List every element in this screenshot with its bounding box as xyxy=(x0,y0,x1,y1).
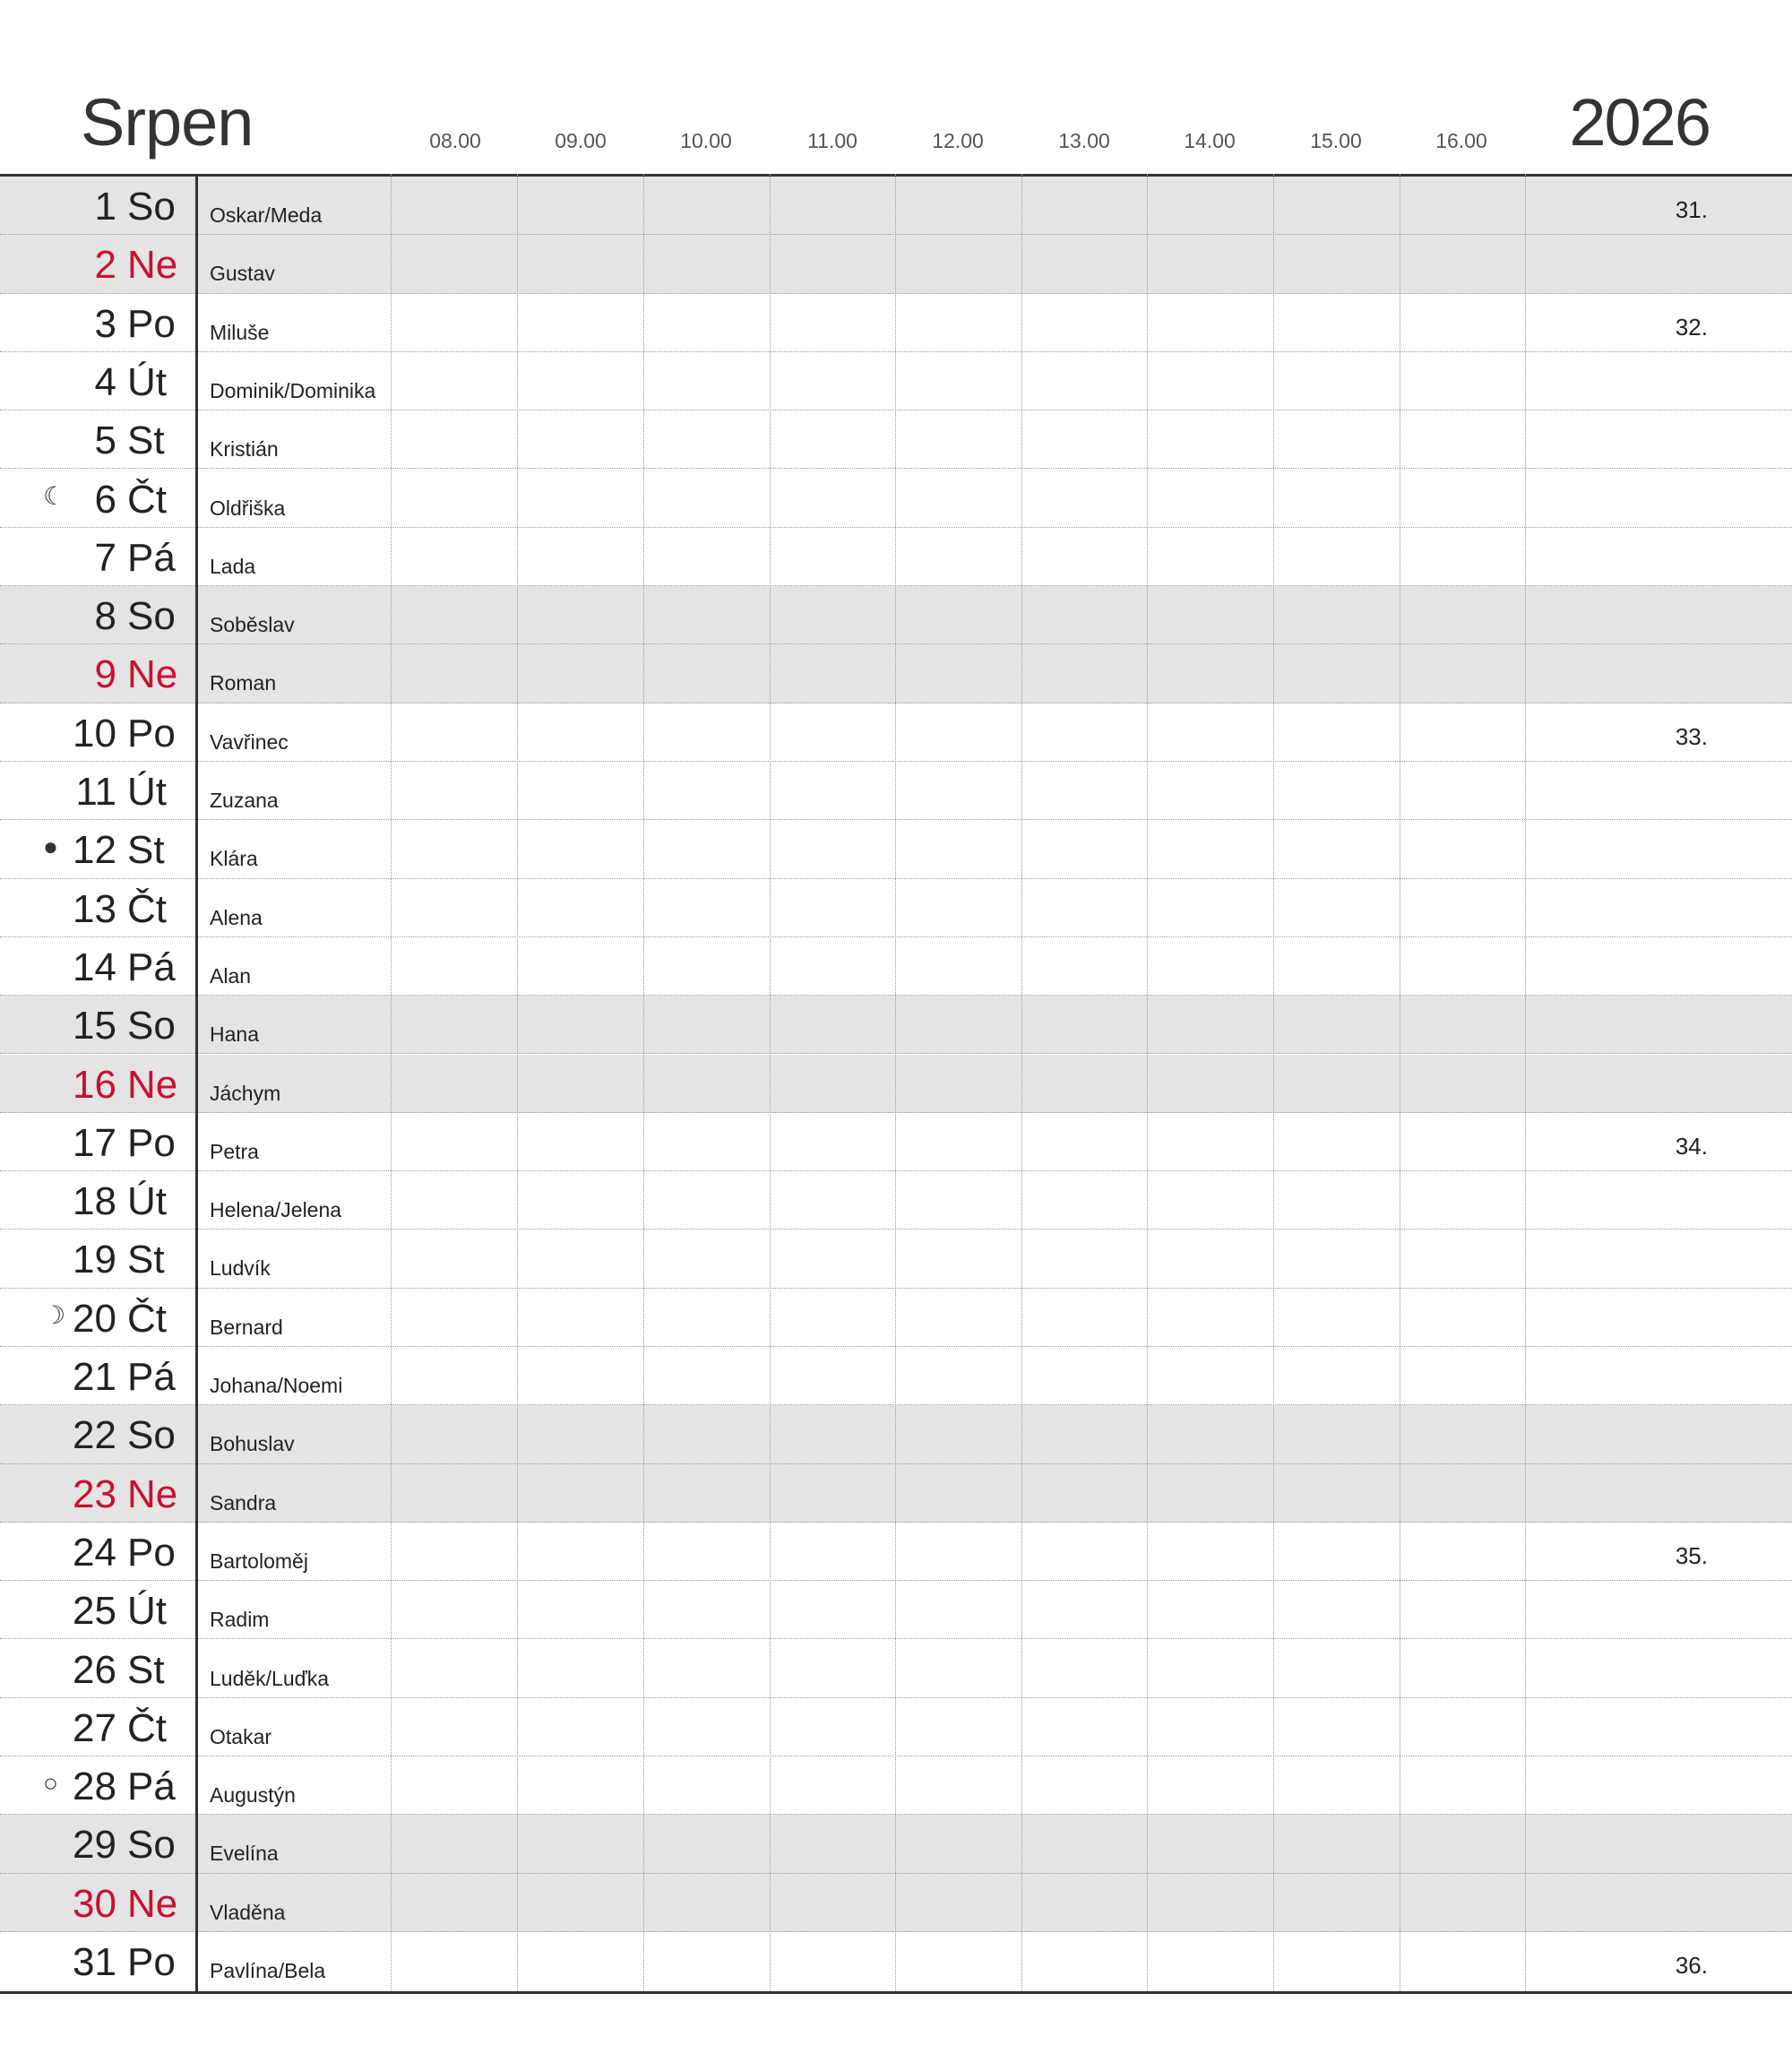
name-day: Miluše xyxy=(210,320,270,344)
day-of-week: So xyxy=(127,594,176,639)
day-cell xyxy=(0,996,195,1053)
day-of-week: Ne xyxy=(127,1062,178,1107)
hour-label: 08.00 xyxy=(429,129,481,152)
day-cell xyxy=(0,1581,195,1638)
day-label xyxy=(95,186,183,229)
week-number: 31. xyxy=(1675,196,1708,223)
day-number: 29 xyxy=(73,1823,116,1868)
day-row[interactable] xyxy=(0,1698,1792,1756)
day-row[interactable] xyxy=(0,1230,1792,1288)
day-of-week: St xyxy=(127,1238,165,1282)
day-row[interactable] xyxy=(0,820,1792,878)
day-of-week: Ne xyxy=(127,652,178,697)
day-number: 15 xyxy=(73,1004,116,1048)
day-cell xyxy=(0,1405,195,1463)
name-day: Sandra xyxy=(210,1490,277,1514)
day-row[interactable] xyxy=(0,1171,1792,1230)
day-label xyxy=(95,595,183,638)
day-row[interactable] xyxy=(0,937,1792,996)
day-label xyxy=(95,303,183,346)
day-of-week: Pá xyxy=(127,945,176,989)
moon-phase-icon: ● xyxy=(43,833,58,861)
day-label xyxy=(95,419,183,462)
day-number: 31 xyxy=(73,1940,116,1984)
week-number: 34. xyxy=(1675,1132,1708,1160)
hour-label: 14.00 xyxy=(1184,129,1236,152)
name-day: Oskar/Meda xyxy=(210,203,323,227)
day-cell xyxy=(0,644,195,702)
day-row[interactable] xyxy=(0,1289,1792,1347)
hour-column-divider xyxy=(391,174,392,1991)
day-row[interactable] xyxy=(0,1756,1792,1815)
hour-column-divider xyxy=(643,174,644,1991)
day-cell xyxy=(0,1464,195,1522)
day-of-week: Po xyxy=(127,1530,176,1575)
day-label xyxy=(73,1064,183,1107)
day-of-week: So xyxy=(127,1413,176,1458)
name-day: Bohuslav xyxy=(210,1432,295,1456)
name-day: Luděk/Luďka xyxy=(210,1666,330,1690)
day-cell xyxy=(0,410,195,468)
day-number: 11 xyxy=(75,770,116,814)
hour-label: 13.00 xyxy=(1058,129,1110,152)
name-day: Helena/Jelena xyxy=(210,1198,342,1222)
day-label xyxy=(73,1122,183,1165)
name-day: Alena xyxy=(210,905,263,929)
day-number: 2 xyxy=(94,243,116,288)
day-row[interactable] xyxy=(0,644,1792,703)
name-day: Gustav xyxy=(210,262,275,286)
day-number: 1 xyxy=(94,185,116,229)
day-cell xyxy=(0,586,195,643)
day-label xyxy=(75,771,183,814)
day-row[interactable] xyxy=(0,1055,1792,1113)
day-cell xyxy=(0,1756,195,1814)
day-label xyxy=(95,653,183,696)
day-row[interactable] xyxy=(0,1523,1792,1581)
day-label xyxy=(73,1590,183,1633)
day-number: 28 xyxy=(73,1765,116,1809)
day-row[interactable] xyxy=(0,1581,1792,1639)
name-day: Hana xyxy=(210,1023,259,1047)
name-day: Bernard xyxy=(210,1315,283,1339)
hour-column-divider xyxy=(1273,174,1274,1991)
day-cell xyxy=(0,470,195,527)
day-number: 18 xyxy=(73,1179,116,1224)
day-cell xyxy=(0,1874,195,1931)
day-label xyxy=(73,1532,183,1575)
day-number: 16 xyxy=(73,1062,116,1107)
day-number: 26 xyxy=(73,1647,116,1692)
day-of-week: Út xyxy=(127,1589,167,1634)
name-day: Ludvík xyxy=(210,1256,271,1281)
day-of-week: So xyxy=(127,185,176,229)
name-day: Jáchym xyxy=(210,1081,281,1105)
day-cell xyxy=(0,1055,195,1112)
day-of-week: Po xyxy=(127,1940,176,1984)
day-label xyxy=(95,361,183,404)
day-row[interactable] xyxy=(0,294,1792,352)
moon-phase-icon: ☽ xyxy=(43,1300,66,1329)
hour-label: 10.00 xyxy=(680,129,732,152)
day-of-week: St xyxy=(127,419,165,463)
day-row[interactable] xyxy=(0,1113,1792,1171)
name-day: Bartoloměj xyxy=(210,1549,308,1573)
day-cell xyxy=(0,1523,195,1580)
day-number: 19 xyxy=(73,1238,116,1282)
day-number: 3 xyxy=(94,301,116,346)
name-day: Johana/Noemi xyxy=(210,1374,343,1397)
name-day: Vladěna xyxy=(210,1900,286,1924)
day-label xyxy=(73,1005,183,1048)
day-label xyxy=(73,1883,183,1926)
day-cell xyxy=(0,528,195,585)
day-cell xyxy=(0,294,195,351)
day-number: 4 xyxy=(94,359,116,404)
hour-column-divider xyxy=(1021,174,1022,1991)
name-day: Zuzana xyxy=(210,789,279,812)
week-number: 36. xyxy=(1675,1952,1708,1979)
day-of-week: Ne xyxy=(127,1471,178,1516)
day-number: 30 xyxy=(73,1881,116,1926)
day-row[interactable] xyxy=(0,235,1792,293)
day-of-week: Ne xyxy=(127,243,178,288)
day-label xyxy=(73,712,183,755)
day-row[interactable] xyxy=(0,1640,1792,1698)
day-label xyxy=(95,479,183,522)
day-label xyxy=(73,1180,183,1223)
day-cell xyxy=(0,352,195,410)
name-day: Radim xyxy=(210,1608,270,1632)
day-number: 14 xyxy=(73,945,116,989)
day-cell xyxy=(0,1347,195,1404)
day-row[interactable] xyxy=(0,1874,1792,1932)
day-of-week: St xyxy=(127,1647,165,1692)
name-day: Alan xyxy=(210,963,252,988)
day-label xyxy=(73,1824,183,1867)
day-of-week: Po xyxy=(127,711,176,755)
day-row[interactable] xyxy=(0,996,1792,1054)
name-day: Dominik/Dominika xyxy=(210,378,376,402)
hour-column-divider xyxy=(517,174,518,1991)
day-number: 8 xyxy=(94,594,116,639)
name-day: Kristián xyxy=(210,437,279,462)
name-day: Klára xyxy=(210,847,258,871)
hour-label: 12.00 xyxy=(932,129,984,152)
day-of-week: Út xyxy=(127,359,167,404)
day-row[interactable] xyxy=(0,1464,1792,1523)
day-cell xyxy=(0,1113,195,1170)
day-of-week: Čt xyxy=(127,1705,167,1750)
day-of-week: Čt xyxy=(127,886,167,931)
day-number: 12 xyxy=(73,828,116,873)
day-cell xyxy=(0,1230,195,1287)
day-of-week: Pá xyxy=(127,1355,176,1399)
day-number: 5 xyxy=(94,419,116,463)
day-row[interactable] xyxy=(0,1405,1792,1463)
day-of-week: Po xyxy=(127,301,176,346)
name-day: Oldřiška xyxy=(210,496,286,520)
day-label xyxy=(73,1238,183,1281)
day-of-week: Čt xyxy=(127,1296,167,1341)
day-of-week: Út xyxy=(127,770,167,814)
day-label xyxy=(73,1414,183,1457)
day-label xyxy=(95,537,183,580)
day-row[interactable] xyxy=(0,879,1792,937)
hour-column-divider xyxy=(1147,174,1148,1991)
day-rows xyxy=(0,174,1792,1994)
day-number: 6 xyxy=(94,477,116,522)
day-label xyxy=(73,829,183,872)
name-day: Soběslav xyxy=(210,613,295,637)
day-cell xyxy=(0,235,195,292)
day-of-week: So xyxy=(127,1004,176,1048)
day-cell xyxy=(0,762,195,819)
day-row[interactable] xyxy=(0,703,1792,762)
day-label xyxy=(73,888,183,931)
day-row[interactable] xyxy=(0,1347,1792,1405)
name-day: Evelína xyxy=(210,1842,279,1866)
day-of-week: Pá xyxy=(127,1765,176,1809)
hour-column-divider xyxy=(770,174,771,1991)
day-of-week: Út xyxy=(127,1179,167,1224)
day-row[interactable] xyxy=(0,1815,1792,1873)
day-number: 9 xyxy=(94,652,116,697)
day-column-divider xyxy=(195,174,198,1991)
day-label xyxy=(73,1649,183,1692)
day-cell xyxy=(0,937,195,995)
name-day: Augustýn xyxy=(210,1783,296,1808)
day-cell xyxy=(0,1289,195,1346)
day-number: 20 xyxy=(73,1296,116,1341)
day-number: 10 xyxy=(73,711,116,755)
year-title: 2026 xyxy=(1569,85,1710,160)
day-row[interactable] xyxy=(0,352,1792,410)
name-day: Roman xyxy=(210,671,277,695)
day-label xyxy=(73,1765,183,1808)
day-number: 23 xyxy=(73,1471,116,1516)
day-number: 7 xyxy=(94,535,116,580)
week-number: 35. xyxy=(1675,1541,1708,1569)
day-row[interactable] xyxy=(0,410,1792,469)
day-number: 17 xyxy=(73,1120,116,1165)
name-day: Otakar xyxy=(210,1724,272,1748)
moon-phase-icon: ☾ xyxy=(43,481,66,510)
hour-column-divider xyxy=(895,174,896,1991)
hour-label: 15.00 xyxy=(1310,129,1362,152)
day-cell xyxy=(0,703,195,761)
day-row[interactable] xyxy=(0,586,1792,644)
day-cell xyxy=(0,177,195,234)
name-day: Lada xyxy=(210,554,256,578)
day-cell xyxy=(0,1698,195,1756)
day-row[interactable] xyxy=(0,762,1792,820)
hour-label: 16.00 xyxy=(1435,129,1487,152)
day-cell xyxy=(0,820,195,877)
day-label xyxy=(95,244,183,287)
day-label xyxy=(73,1298,183,1341)
day-of-week: Ne xyxy=(127,1881,178,1926)
day-number: 25 xyxy=(73,1589,116,1634)
day-of-week: So xyxy=(127,1823,176,1868)
day-number: 27 xyxy=(73,1705,116,1750)
day-number: 22 xyxy=(73,1413,116,1458)
name-day: Vavřinec xyxy=(210,729,289,754)
day-row[interactable] xyxy=(0,177,1792,235)
day-label xyxy=(73,1707,183,1750)
name-day: Pavlína/Bela xyxy=(210,1959,326,1982)
day-cell xyxy=(0,1932,195,1990)
day-of-week: Čt xyxy=(127,477,167,522)
day-of-week: Po xyxy=(127,1120,176,1165)
day-cell xyxy=(0,1815,195,1872)
day-number: 21 xyxy=(73,1355,116,1399)
day-row[interactable] xyxy=(0,1932,1792,1990)
week-number: 33. xyxy=(1675,722,1708,750)
day-of-week: Pá xyxy=(127,535,176,580)
hour-column-divider xyxy=(1525,174,1526,1991)
moon-phase-icon: ○ xyxy=(43,1769,58,1798)
day-of-week: St xyxy=(127,828,165,873)
hour-label: 11.00 xyxy=(807,129,857,152)
day-cell xyxy=(0,1171,195,1229)
name-day: Petra xyxy=(210,1139,259,1163)
day-cell xyxy=(0,1640,195,1697)
day-cell xyxy=(0,879,195,936)
day-number: 13 xyxy=(73,886,116,931)
day-label xyxy=(73,1941,183,1984)
day-row[interactable] xyxy=(0,470,1792,528)
week-number: 32. xyxy=(1675,313,1708,341)
hour-label: 09.00 xyxy=(555,129,607,152)
day-label xyxy=(73,1473,183,1516)
month-title: Srpen xyxy=(81,85,254,160)
day-number: 24 xyxy=(73,1530,116,1575)
day-label xyxy=(73,1356,183,1399)
day-label xyxy=(73,946,183,989)
day-row[interactable] xyxy=(0,528,1792,586)
